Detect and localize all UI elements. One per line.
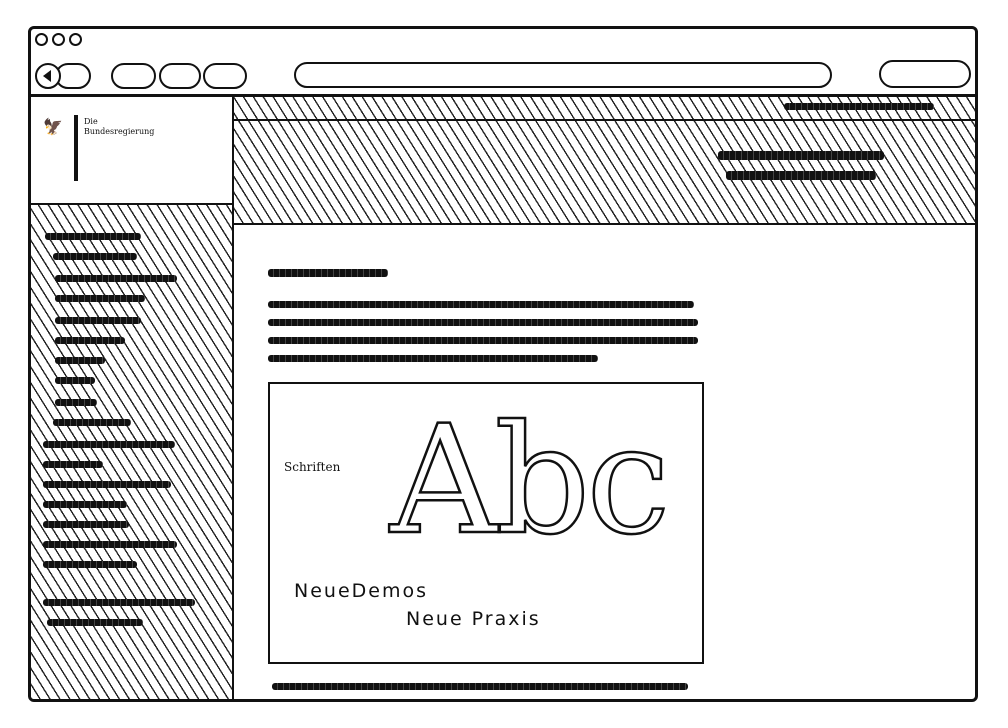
sidebar-item[interactable] bbox=[55, 317, 141, 324]
figure-caption-line-1: NeueDemos bbox=[294, 580, 428, 602]
sidebar-item[interactable] bbox=[43, 481, 171, 488]
toolbar-button-2[interactable] bbox=[159, 63, 201, 89]
sidebar-item[interactable] bbox=[45, 233, 141, 240]
browser-window bbox=[28, 26, 978, 702]
sidebar-item[interactable] bbox=[55, 357, 105, 364]
sidebar-item[interactable] bbox=[47, 619, 143, 626]
toolbar-right-button[interactable] bbox=[879, 60, 971, 88]
article-text-line bbox=[268, 301, 694, 308]
header-title-line-1 bbox=[718, 151, 884, 160]
header-meta-links[interactable] bbox=[784, 103, 934, 110]
sidebar-item[interactable] bbox=[43, 561, 137, 568]
sidebar-item[interactable] bbox=[43, 521, 129, 528]
sidebar-nav bbox=[31, 205, 234, 699]
article-text-line bbox=[268, 337, 698, 344]
sidebar-item[interactable] bbox=[53, 253, 137, 260]
sidebar-item[interactable] bbox=[43, 461, 103, 468]
figure-big-text: Abc bbox=[390, 394, 667, 568]
sidebar-item[interactable] bbox=[55, 337, 125, 344]
sidebar-item[interactable] bbox=[43, 599, 195, 606]
address-bar[interactable] bbox=[294, 62, 832, 88]
article-heading bbox=[268, 269, 388, 277]
feature-image[interactable] bbox=[268, 382, 704, 664]
sidebar-item[interactable] bbox=[55, 399, 97, 406]
back-button[interactable] bbox=[35, 63, 61, 89]
sidebar-item[interactable] bbox=[55, 275, 177, 282]
figure-small-label: Schriften bbox=[284, 460, 341, 474]
header-title-line-2 bbox=[726, 171, 876, 180]
toolbar-button-1[interactable] bbox=[111, 63, 156, 89]
article-text-line bbox=[272, 683, 688, 690]
logo-text: Die Bundesregierung bbox=[84, 117, 155, 136]
toolbar-button-3[interactable] bbox=[203, 63, 247, 89]
sidebar-item[interactable] bbox=[55, 295, 145, 302]
site-logo[interactable] bbox=[31, 97, 234, 205]
logo-flag-bar bbox=[74, 115, 78, 181]
eagle-icon: 🦅 bbox=[43, 117, 63, 136]
minimize-window-icon[interactable] bbox=[52, 33, 65, 46]
sidebar-item[interactable] bbox=[43, 501, 127, 508]
header-divider bbox=[234, 119, 975, 121]
sidebar-item[interactable] bbox=[43, 441, 175, 448]
article-text-line bbox=[268, 319, 698, 326]
maximize-window-icon[interactable] bbox=[69, 33, 82, 46]
sidebar-item[interactable] bbox=[55, 377, 95, 384]
window-controls bbox=[35, 33, 82, 46]
sidebar-item[interactable] bbox=[53, 419, 131, 426]
article-text-line bbox=[268, 355, 598, 362]
browser-toolbar bbox=[31, 29, 975, 97]
header-banner bbox=[234, 97, 975, 225]
sidebar-item[interactable] bbox=[43, 541, 177, 548]
figure-caption-line-2: Neue Praxis bbox=[406, 608, 541, 630]
close-window-icon[interactable] bbox=[35, 33, 48, 46]
